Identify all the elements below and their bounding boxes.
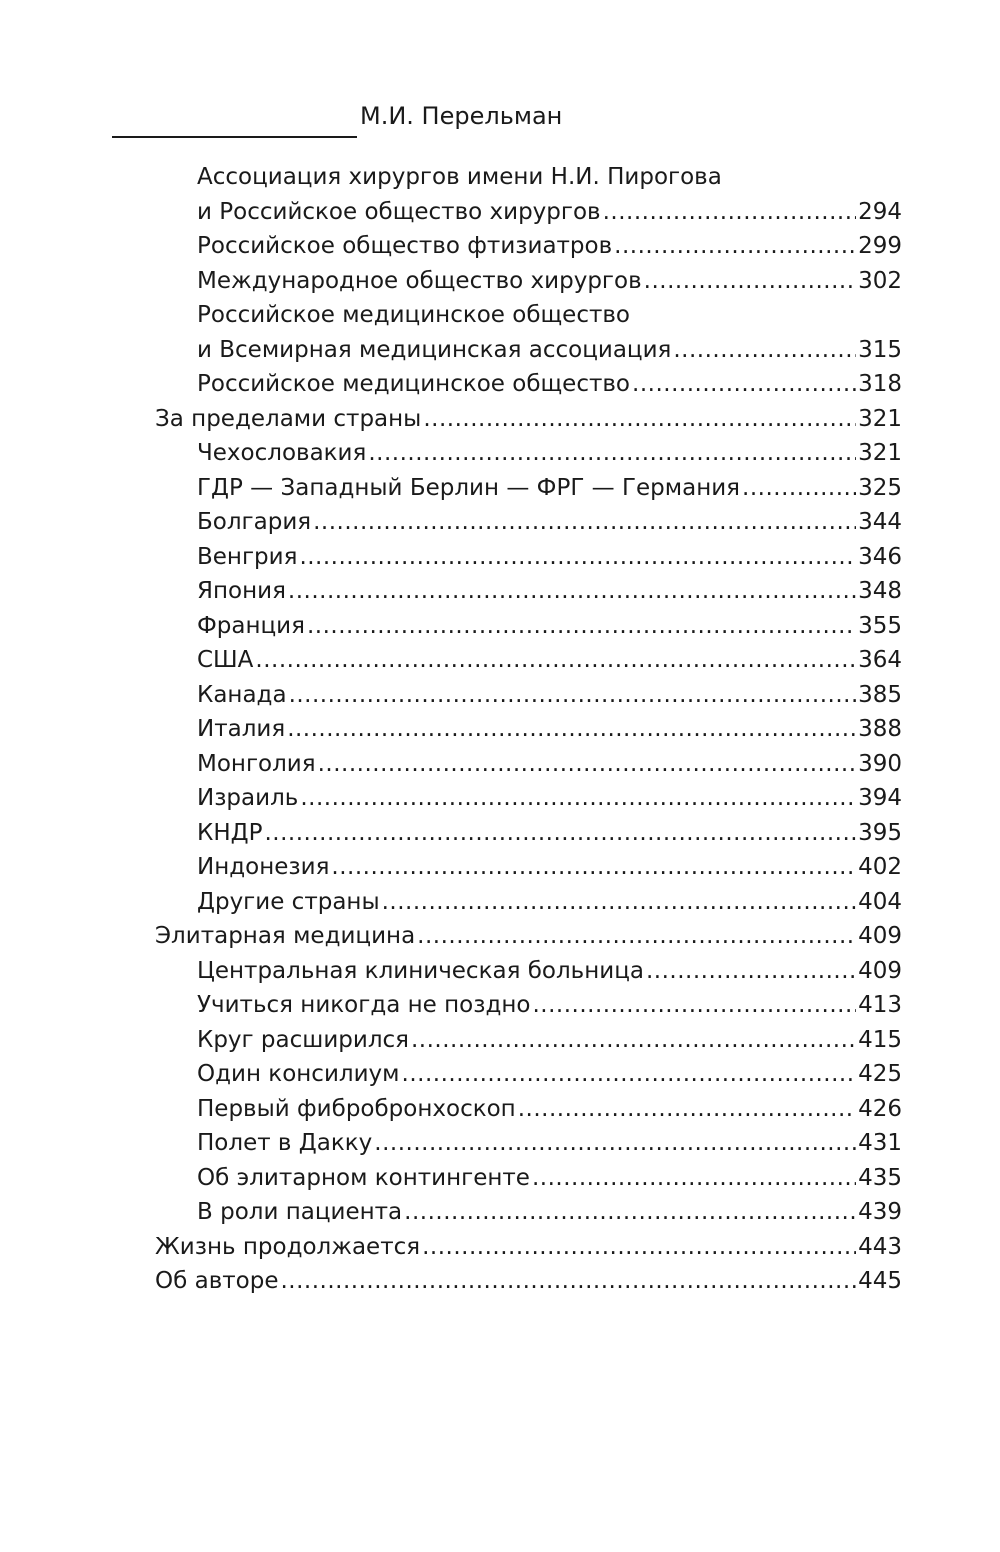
toc-entry-title: Монголия xyxy=(197,750,316,777)
toc-entry[interactable] xyxy=(155,1230,902,1265)
toc-entry[interactable] xyxy=(155,643,902,678)
toc-entry[interactable] xyxy=(155,1161,902,1196)
toc-entry[interactable] xyxy=(155,850,902,885)
toc-entry-title: Болгария xyxy=(197,509,312,535)
toc-entry-title: Израиль xyxy=(197,785,299,811)
toc-entry[interactable] xyxy=(155,540,902,575)
toc-entry-page-number: 321 xyxy=(858,405,902,432)
dot-leader xyxy=(404,1195,856,1230)
toc-entry[interactable] xyxy=(155,160,902,229)
toc-entry-page-number: 426 xyxy=(858,1095,902,1122)
toc-entry-title: Чехословакия xyxy=(197,440,367,466)
toc-entry-title: Япония xyxy=(197,578,286,604)
toc-entry-line xyxy=(197,1092,902,1127)
toc-entry-line xyxy=(155,402,902,437)
toc-entry[interactable] xyxy=(155,609,902,644)
toc-entry[interactable] xyxy=(155,988,902,1023)
toc-entry-page-number: 439 xyxy=(858,1199,902,1225)
dot-leader xyxy=(423,402,856,437)
toc-entry-line xyxy=(197,574,902,609)
toc-entry[interactable] xyxy=(155,1023,902,1058)
toc-entry[interactable] xyxy=(155,1195,902,1230)
toc-entry[interactable] xyxy=(155,816,902,851)
toc-entry-title: За пределами страны xyxy=(155,405,422,432)
toc-entry[interactable] xyxy=(155,885,902,920)
toc-entry-title: Круг расширился xyxy=(197,1026,409,1053)
toc-entry-page-number: 395 xyxy=(858,819,902,846)
toc-entry-title: Италия xyxy=(197,716,286,742)
toc-entry-page-number: 355 xyxy=(858,612,902,639)
toc-entry-line xyxy=(197,885,902,920)
dot-leader xyxy=(307,609,856,644)
toc-entry[interactable] xyxy=(155,367,902,402)
toc-entry-line xyxy=(197,781,902,816)
toc-entry-title: Учиться никогда не поздно xyxy=(197,992,531,1018)
toc-entry-title: Центральная клиническая больница xyxy=(197,957,644,984)
dot-leader xyxy=(331,850,856,885)
dot-leader xyxy=(533,988,857,1023)
header-rule xyxy=(112,136,357,138)
toc-entry-title: Жизнь продолжается xyxy=(155,1233,421,1260)
toc-entry-page-number: 385 xyxy=(858,681,902,708)
toc-entry-line xyxy=(197,954,902,989)
dot-leader xyxy=(313,505,856,540)
toc-entry[interactable] xyxy=(155,1126,902,1161)
toc-entry-line xyxy=(197,229,902,264)
toc-entry-page-number: 425 xyxy=(858,1061,902,1087)
toc-entry-title: Российское общество фтизиатров xyxy=(197,233,613,259)
dot-leader xyxy=(264,816,856,851)
toc-entry-page-number: 388 xyxy=(858,716,902,742)
toc-entry-page-number: 394 xyxy=(858,785,902,811)
dot-leader xyxy=(603,195,857,230)
toc-entry-title-first-line: Ассоциация хирургов имени Н.И. Пирогова xyxy=(197,164,722,190)
toc-entry-line xyxy=(197,747,902,782)
toc-entry-title: КНДР xyxy=(197,819,263,846)
toc-entry-title: Полет в Дакку xyxy=(197,1130,373,1156)
toc-entry-line xyxy=(155,1230,902,1265)
dot-leader xyxy=(287,712,856,747)
dot-leader xyxy=(402,1057,857,1092)
toc-entry[interactable] xyxy=(155,1057,902,1092)
dot-leader xyxy=(299,540,856,575)
toc-entry[interactable] xyxy=(155,574,902,609)
toc-entry-title: Канада xyxy=(197,681,287,708)
toc-entry-line xyxy=(197,264,902,299)
toc-entry[interactable] xyxy=(155,954,902,989)
toc-entry-page-number: 346 xyxy=(858,543,902,570)
dot-leader xyxy=(368,436,856,471)
toc-entry-title: Индонезия xyxy=(197,854,330,880)
dot-leader xyxy=(644,264,856,299)
toc-entry-line xyxy=(197,505,902,540)
toc-entry-line xyxy=(197,712,902,747)
toc-entry-page-number: 321 xyxy=(858,440,902,466)
toc-entry[interactable] xyxy=(155,781,902,816)
toc-entry-line xyxy=(197,471,902,506)
dot-leader xyxy=(382,885,856,920)
toc-entry-title: США xyxy=(197,647,254,673)
dot-leader xyxy=(255,643,856,678)
toc-entry[interactable] xyxy=(155,471,902,506)
toc-entry-line xyxy=(197,643,902,678)
toc-entry-line xyxy=(197,1161,902,1196)
dot-leader xyxy=(422,1230,856,1265)
toc-entry-page-number: 302 xyxy=(858,267,902,294)
toc-entry-page-number: 344 xyxy=(858,509,902,535)
toc-entry[interactable] xyxy=(155,919,902,954)
toc-entry[interactable] xyxy=(155,402,902,437)
toc-entry-page-number: 409 xyxy=(858,957,902,984)
dot-leader xyxy=(289,678,857,713)
dot-leader xyxy=(532,1161,856,1196)
toc-entry-title: Франция xyxy=(197,612,305,639)
dot-leader xyxy=(300,781,856,816)
toc-entry-page-number: 325 xyxy=(858,474,902,501)
toc-entry-page-number: 402 xyxy=(858,854,902,880)
toc-entry-line xyxy=(197,850,902,885)
toc-entry-line xyxy=(197,540,902,575)
dot-leader xyxy=(673,333,856,368)
dot-leader xyxy=(318,747,857,782)
toc-entry[interactable] xyxy=(155,1092,902,1127)
toc-entry-title: Российское медицинское общество xyxy=(197,371,631,397)
toc-entry-page-number: 294 xyxy=(858,198,902,225)
toc-entry-page-number: 404 xyxy=(858,888,902,915)
toc-entry-page-number: 390 xyxy=(858,750,902,777)
toc-entry[interactable] xyxy=(155,298,902,367)
toc-entry-title: ГДР — Западный Берлин — ФРГ — Германия xyxy=(197,474,741,501)
toc-entry-page-number: 409 xyxy=(858,923,902,949)
toc-entry-title: Элитарная медицина xyxy=(155,923,416,949)
running-head xyxy=(112,98,902,142)
toc-entry-title: Один консилиум xyxy=(197,1061,400,1087)
toc-entry-title: Об элитарном контингенте xyxy=(197,1164,530,1191)
toc-entry-title: В роли пациента xyxy=(197,1199,403,1225)
toc-entry[interactable] xyxy=(155,678,902,713)
toc-entry-line xyxy=(155,919,902,954)
running-head-author: М.И. Перельман xyxy=(360,102,563,130)
toc-entry-title: Венгрия xyxy=(197,543,298,570)
dot-leader xyxy=(742,471,856,506)
toc-entry-page-number: 431 xyxy=(858,1130,902,1156)
toc-entry-page-number: 315 xyxy=(858,336,902,363)
toc-entry[interactable] xyxy=(155,229,902,264)
toc-entry[interactable] xyxy=(155,712,902,747)
toc-entry-page-number: 318 xyxy=(858,371,902,397)
toc-entry-line xyxy=(197,678,902,713)
dot-leader xyxy=(411,1023,856,1058)
toc-entry[interactable] xyxy=(155,264,902,299)
toc-entry-line xyxy=(155,1264,902,1299)
toc-entry-title: Международное общество хирургов xyxy=(197,267,642,294)
toc-entry-page-number: 299 xyxy=(858,233,902,259)
toc-entry-title-first-line: Российское медицинское общество xyxy=(197,302,631,328)
toc-entry-page-number: 415 xyxy=(858,1026,902,1053)
toc-entry-line xyxy=(197,988,902,1023)
dot-leader xyxy=(374,1126,856,1161)
dot-leader xyxy=(632,367,856,402)
toc-entry-line xyxy=(197,1195,902,1230)
dot-leader xyxy=(518,1092,856,1127)
toc-entry-page-number: 348 xyxy=(858,578,902,604)
toc-entry-line xyxy=(197,1023,902,1058)
toc-entry-page-number: 435 xyxy=(858,1164,902,1191)
toc-entry-title: Другие страны xyxy=(197,888,380,915)
table-of-contents xyxy=(155,160,902,1299)
toc-entry[interactable] xyxy=(155,1264,902,1299)
toc-entry-page-number: 443 xyxy=(858,1233,902,1260)
toc-entry-page-number: 413 xyxy=(858,992,902,1018)
dot-leader xyxy=(417,919,856,954)
toc-entry-line xyxy=(197,333,902,368)
toc-entry-line xyxy=(197,1126,902,1161)
dot-leader xyxy=(288,574,856,609)
toc-entry[interactable] xyxy=(155,436,902,471)
toc-entry-title: Об авторе xyxy=(155,1268,279,1294)
toc-entry-line xyxy=(197,816,902,851)
toc-entry[interactable] xyxy=(155,505,902,540)
toc-entry-title: Первый фибробронхоскоп xyxy=(197,1095,516,1122)
toc-entry[interactable] xyxy=(155,747,902,782)
toc-entry-page-number: 364 xyxy=(858,647,902,673)
dot-leader xyxy=(614,229,856,264)
toc-entry-line xyxy=(197,609,902,644)
dot-leader xyxy=(646,954,856,989)
toc-entry-line xyxy=(197,367,902,402)
toc-entry-line xyxy=(197,1057,902,1092)
toc-entry-page-number: 445 xyxy=(858,1268,902,1294)
toc-entry-line xyxy=(197,195,902,230)
toc-entry-line xyxy=(197,436,902,471)
dot-leader xyxy=(280,1264,856,1299)
toc-entry-title: и Российское общество хирургов xyxy=(197,198,601,225)
toc-entry-title: и Всемирная медицинская ассоциация xyxy=(197,336,672,363)
